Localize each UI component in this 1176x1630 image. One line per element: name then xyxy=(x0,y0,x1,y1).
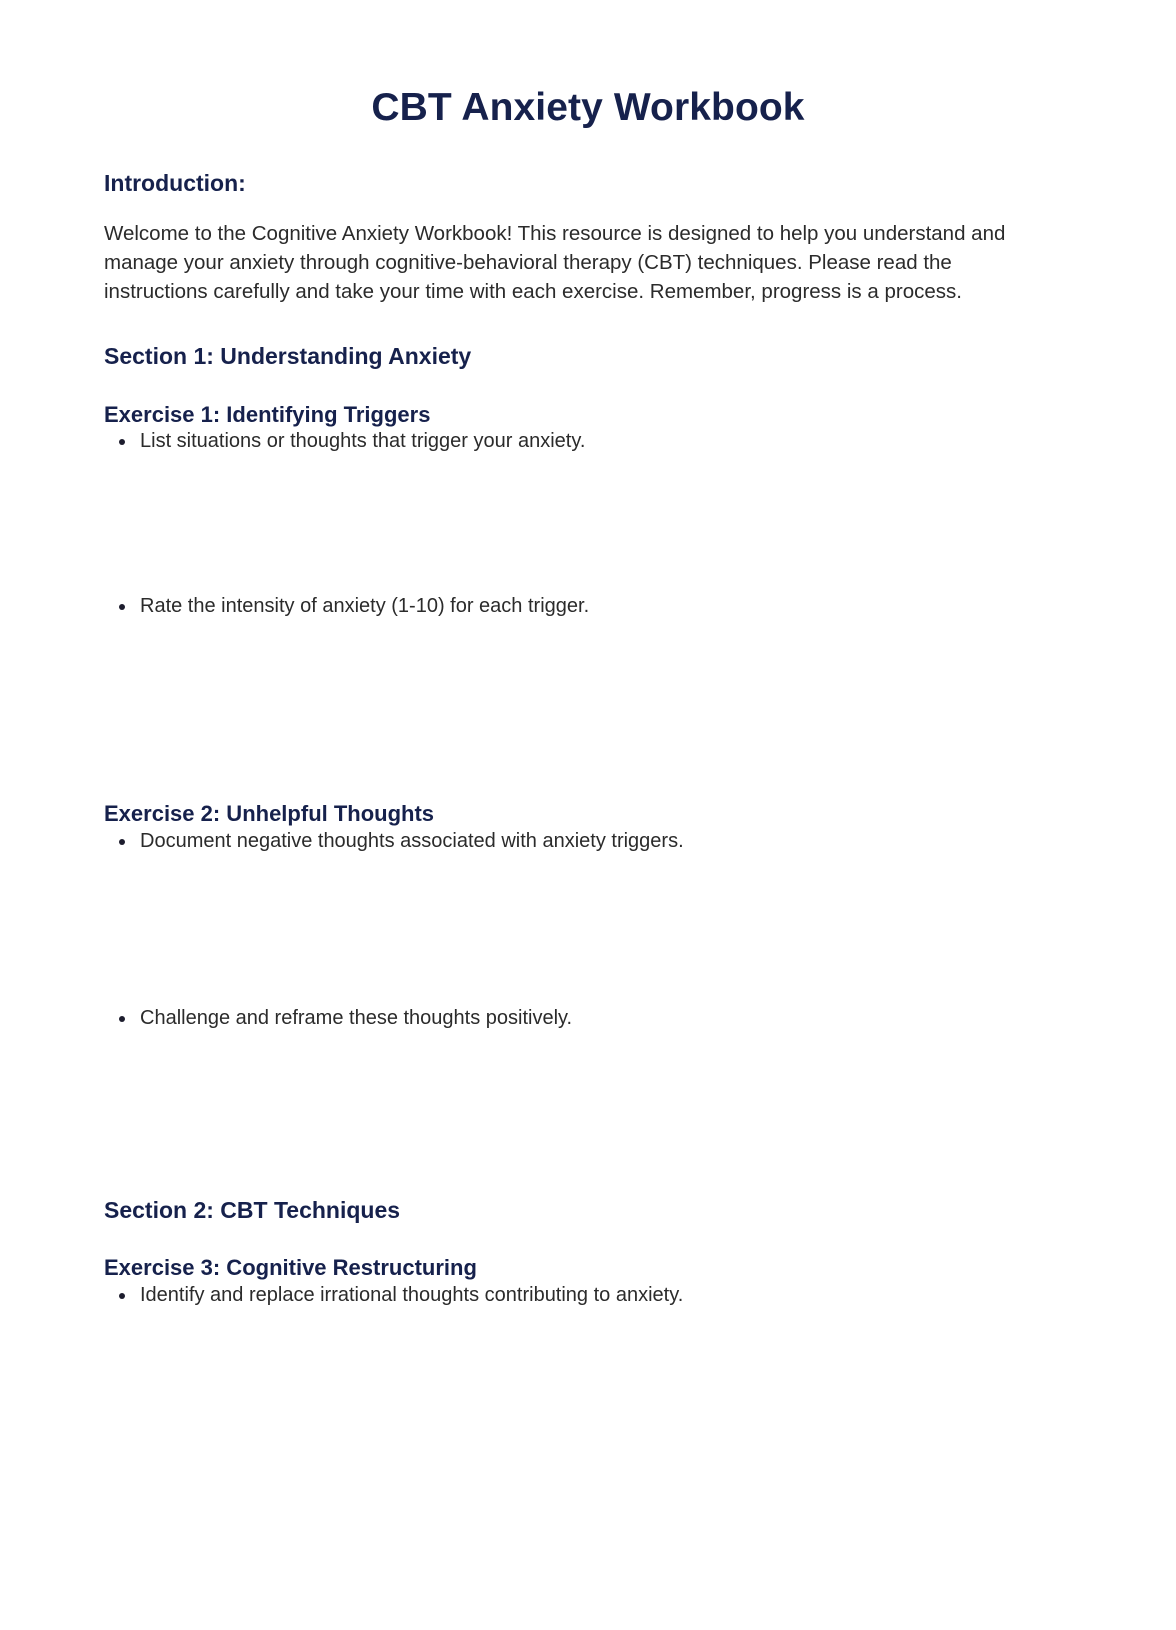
exercise-heading-2: Exercise 2: Unhelpful Thoughts xyxy=(104,801,435,827)
writing-space-area[interactable] xyxy=(104,1309,1072,1519)
list-item: Identify and replace irrational thoughts contributing to anxiety. xyxy=(104,1282,1072,1309)
list-item: List situations or thoughts that trigger your anxiety. xyxy=(104,428,1072,455)
exercise-3-bullet-list xyxy=(104,1282,1072,1309)
list-item: Rate the intensity of anxiety (1-10) for each trigger. xyxy=(104,593,1072,620)
exercise-1-bullet-list-2 xyxy=(104,593,1072,620)
section-cbt-techniques xyxy=(104,1160,1072,1519)
page-title: CBT Anxiety Workbook xyxy=(371,86,805,129)
exercise-heading-3: Exercise 3: Cognitive Restructuring xyxy=(104,1255,477,1281)
exercise-cognitive-restructuring xyxy=(104,1224,1072,1519)
introduction-section xyxy=(104,169,1072,306)
list-item: Challenge and reframe these thoughts positively. xyxy=(104,1005,1072,1032)
writing-space-area[interactable] xyxy=(104,620,1072,770)
introduction-heading: Introduction: xyxy=(104,169,246,196)
exercise-unhelpful-thoughts xyxy=(104,770,1072,1160)
exercise-heading-1: Exercise 1: Identifying Triggers xyxy=(104,401,431,427)
section-heading-2: Section 2: CBT Techniques xyxy=(104,1196,401,1223)
writing-space-area[interactable] xyxy=(104,1032,1072,1160)
exercise-1-bullet-list xyxy=(104,428,1072,455)
exercise-identifying-triggers xyxy=(104,371,1072,771)
exercise-2-bullet-list xyxy=(104,828,1072,855)
exercise-2-bullet-list-2 xyxy=(104,1005,1072,1032)
section-heading-1: Section 1: Understanding Anxiety xyxy=(104,342,472,369)
introduction-paragraph: Welcome to the Cognitive Anxiety Workbook! This resource is designed to help you understand and manage your anxiety through cognitive-behavioral therapy (CBT) techniques. Please read the instructions carefully and take your time with each exercise. Remember, progress is a process. xyxy=(104,221,1006,303)
section-understanding-anxiety xyxy=(104,306,1072,1160)
list-item: Document negative thoughts associated with anxiety triggers. xyxy=(104,828,1072,855)
writing-space-area[interactable] xyxy=(104,855,1072,1005)
writing-space-area[interactable] xyxy=(104,455,1072,593)
